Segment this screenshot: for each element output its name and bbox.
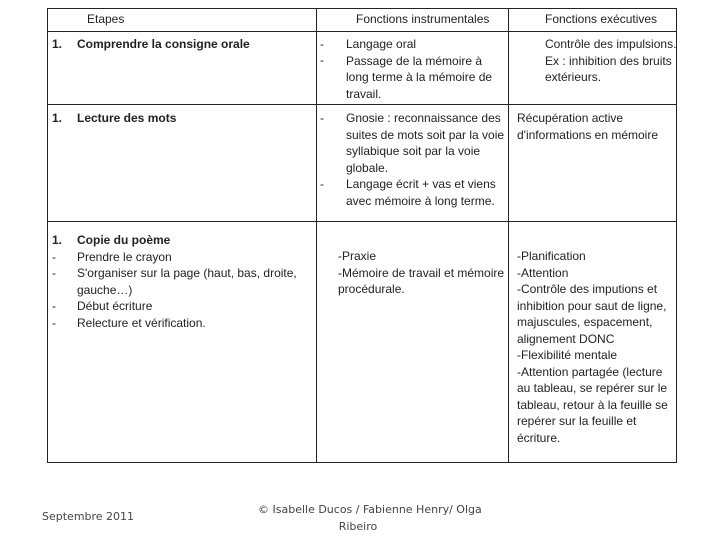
row1-instr-bullet-2: -: [320, 53, 324, 67]
row1-etape-text: Comprendre la consigne orale: [77, 37, 250, 51]
row-divider-2: [47, 221, 677, 222]
header-fonctions-instrumentales: Fonctions instrumentales: [356, 12, 490, 26]
row1-instr-bullet-1: -: [320, 37, 324, 51]
footer-date: Septembre 2011: [42, 510, 135, 523]
header-etapes: Etapes: [87, 12, 125, 26]
row1-exec-text: Contrôle des impulsions. Ex : inhibition des bruits extérieurs.: [545, 37, 677, 84]
row3-exec-text: -Planification -Attention -Contrôle des imputions et inhibition pour saut de ligne, majuscules, espacement, alignement DONC -Flexibilité mentale -Attention partagée (lecture au tableau, se repérer sur le tableau, retour à la feuille se repérer sur la feuille et écriture.: [517, 249, 668, 445]
row2-instr-bullet-1: -: [320, 111, 324, 125]
row3-etape-text: Copie du poème Prendre le crayon S'organiser sur la page (haut, bas, droite, gauche…) Début écriture Relecture et vérification.: [77, 233, 297, 330]
row2-instr-text: Gnosie : reconnaissance des suites de mots soit par la voie syllabique soit par la voie globale. Langage écrit + vas et viens avec mémoire à long terme.: [346, 111, 505, 208]
column-divider-2: [508, 8, 509, 463]
row2-etape-number: 1.: [52, 111, 63, 125]
footer-copyright: © Isabelle Ducos / Fabienne Henry/ Olga Ribeiro: [258, 503, 482, 533]
column-divider-1: [316, 8, 317, 463]
row3-etape-markers: 1. - - - -: [52, 233, 63, 330]
row2-exec-text: Récupération active d'informations en mémoire: [517, 111, 659, 142]
row2-etape-text: Lecture des mots: [77, 111, 177, 125]
header-divider: [47, 31, 677, 32]
row-divider-1: [47, 104, 677, 105]
row1-instr-text: Langage oral Passage de la mémoire à long terme à la mémoire de travail.: [346, 37, 493, 101]
row2-instr-bullet-2: -: [320, 177, 324, 191]
row1-etape-number: 1.: [52, 37, 63, 51]
row3-instr-text: -Praxie -Mémoire de travail et mémoire procédurale.: [338, 249, 505, 296]
header-fonctions-executives: Fonctions exécutives: [545, 12, 658, 26]
